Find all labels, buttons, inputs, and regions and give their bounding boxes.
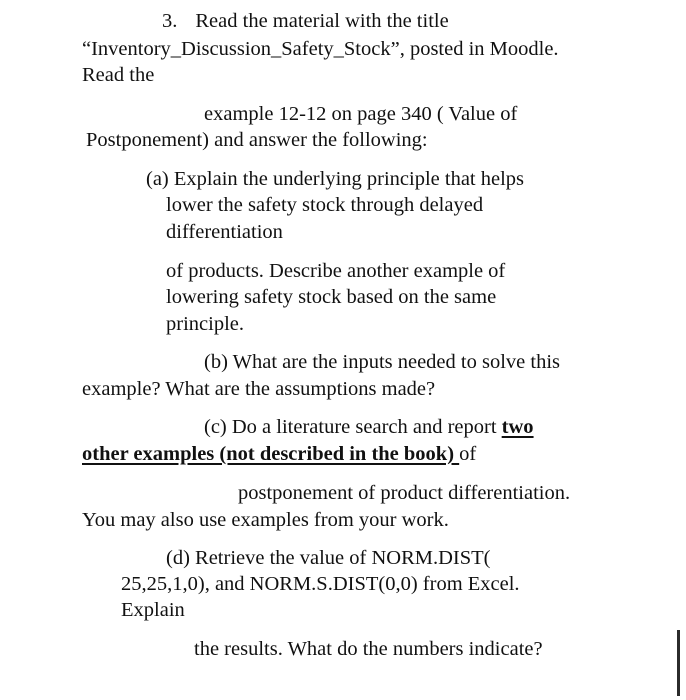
question-intro: Read the material with the title bbox=[195, 10, 449, 32]
part-a-line-1: (a) Explain the underlying principle that helps bbox=[146, 168, 525, 190]
part-a-label: (a) bbox=[146, 168, 169, 190]
part-c-line-1: (c) Do a literature search and report two bbox=[204, 416, 534, 438]
part-d-line-4: the results. What do the numbers indicate? bbox=[194, 638, 543, 660]
question-text-line-2: “Inventory_Discussion_Safety_Stock”, posted in Moodle. bbox=[82, 38, 559, 60]
question-text-line-1 bbox=[162, 8, 449, 35]
part-b-line-1: (b) What are the inputs needed to solve this bbox=[204, 351, 560, 373]
question-text-line-5: Postponement) and answer the following: bbox=[86, 129, 428, 151]
part-a-line-4: of products. Describe another example of bbox=[166, 260, 506, 282]
part-d-line-3: Explain bbox=[121, 599, 185, 621]
part-b-line-2: example? What are the assumptions made? bbox=[82, 378, 436, 400]
emphasis-two: two bbox=[501, 416, 534, 438]
part-d-line-1: (d) Retrieve the value of NORM.DIST( bbox=[166, 547, 491, 569]
question-number: 3. bbox=[162, 10, 178, 32]
part-a-line-2: lower the safety stock through delayed bbox=[166, 194, 484, 216]
part-a-line-6: principle. bbox=[166, 313, 244, 335]
part-a-line-3: differentiation bbox=[166, 221, 283, 243]
part-c-line-2: other examples (not described in the book) of bbox=[82, 443, 477, 465]
part-c-line-3: postponement of product differentiation. bbox=[238, 482, 571, 504]
emphasis-other-examples: other examples (not described in the book) bbox=[82, 443, 460, 465]
part-c-line-4: You may also use examples from your work. bbox=[82, 509, 449, 531]
scrollbar-indicator[interactable] bbox=[677, 630, 680, 696]
part-a-line-5: lowering safety stock based on the same bbox=[166, 286, 497, 308]
question-text-line-3: Read the bbox=[82, 64, 155, 86]
question-text-line-4: example 12-12 on page 340 ( Value of bbox=[204, 103, 518, 125]
part-d-line-2: 25,25,1,0), and NORM.S.DIST(0,0) from Excel. bbox=[121, 573, 520, 595]
